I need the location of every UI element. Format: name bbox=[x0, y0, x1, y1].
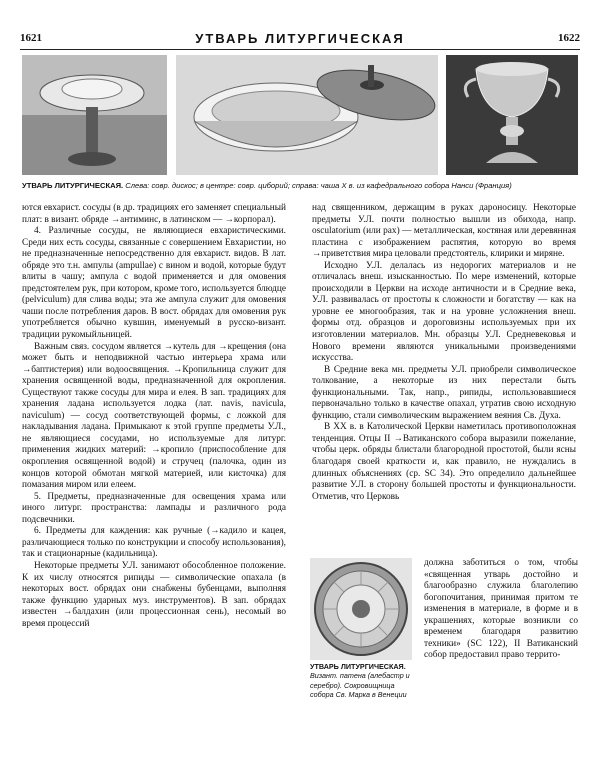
paragraph: ются евхарист. сосуды (в др. традициях его заменяет специальный плат: в визант. обряде →антиминс, в латинском — →корпорал). bbox=[22, 203, 286, 225]
paragraph: Исходно У.Л. делалась из недорогих материалов и не отличалась внеш. изысканностью. По мере изменений, которые происходили в Церкви на исходе античности и в Средние века, У.Л. развивалась от простоты к сложности и богатству — как на уровне ее многообразия, так и на уровне усложнения внеш. формы отд. образцов и дороговизны используемых при их изготовлении материалов. Мн. образцы У.Л. Средневековья и Нового времени являются уникальными произведениями искусства. bbox=[312, 260, 576, 364]
paragraph: 5. Предметы, предназначенные для освещения храма или иного литург. пространства: лампады и различного рода подсвечники. bbox=[22, 491, 286, 525]
paragraph: Важным связ. сосудом является →кутель для →крещения (она может быть и неподвижной частью интерьера храма или →баптистерия) или водоосвящения. →Кропильница служит для хранения освященной воды, предназначенной для окропления. Существуют также сосуды для мира и елея. В зап. традициях для хранения ладана используется лодка (лат. navis, navicula, naviculum) — сосуд соответствующей формы, с ложкой для накладывания ладана. Примыкают к этой группе предметы У.Л., не являющиеся сосудами, но используемые для литург. применения жидких материй: →кропило (приспособление для окропления освященной водой) и стручец (палочка, один из концов которой обмотан мягкой материей, или кисточка) для помазания миром или елеем. bbox=[22, 341, 286, 491]
paragraph: над священником, держащим в руках дароносицу. Некоторые предметы У.Л. почти полностью вышли из обихода, напр. osculatorium (или pax) — металлическая, костяная или деревянная пластина с изображением распятия, которую во время →приветствия мира целовали предстоятель, клирики и миряне. bbox=[312, 203, 576, 260]
paragraph: 6. Предметы для каждения: как ручные (→кадило и кацея, различающиеся только по конструкции и способу использования), так и стационарные (кадильница). bbox=[22, 526, 286, 560]
photo-paten bbox=[310, 558, 412, 660]
wrapped-text bbox=[424, 558, 578, 662]
paragraph: Некоторые предметы У.Л. занимают обособленное положение. К их числу относятся рипиды — символические опахала (в некоторых вост. обрядах они снабжены бубенцами, выполняя также функцию ударных муз. инструментов). В зап. обрядах известен →балдахин (или процессионная сень), несомый во время процессий bbox=[22, 560, 286, 629]
paragraph: 4. Различные сосуды, не являющиеся евхаристическими. Среди них есть сосуды, связанные с совершением Евхаристии, но не предназначенные непосредственно для евхарист. видов. В лат. обряде это т.н. ампулы (ampullae) с вином и водой, которые будут влиты в чашу; ампула с водой применяется и для омовения предстоятелем рук, при котором, кроме того, используется блюдце (pelviculum) для слива воды; эта же ампула служит для омовения чаши после потребления даров. В вост. обрядах для омовения рук употребляется обычно кувшин, именуемый в русско-визант. традиции рукомыйльницей. bbox=[22, 226, 286, 341]
photo-ciborium bbox=[176, 55, 438, 175]
figure-caption bbox=[22, 181, 578, 191]
left-column bbox=[22, 203, 286, 630]
right-column bbox=[312, 203, 576, 503]
page-number-left: 1621 bbox=[20, 32, 42, 44]
inset-caption-text: Визант. патена (алебастр и серебро). Сокровищница собора Св. Марка в Венеции bbox=[310, 671, 410, 699]
figure-caption-label: УТВАРЬ ЛИТУРГИЧЕСКАЯ. bbox=[22, 181, 124, 190]
paragraph: В XX в. в Католической Церкви наметилась противоположная тенденция. Отцы II →Ватиканского собора выразили пожелание, чтобы церк. обряды блистали благородной простотой, были ясны благодаря своей краткости и, как правило, не нуждались в длинных объяснениях (ср. SC 34). Это определило дальнейшее развитие У.Л. в сторону большей простоты и функциональности. Отметив, что Церковь bbox=[312, 422, 576, 502]
photo-chalice bbox=[446, 55, 578, 175]
paragraph: В Средние века мн. предметы У.Л. приобрели символическое толкование, а некоторые из них перестали быть функциональными. Так, напр., рипиды, использовавшиеся первоначально только в качестве опахал, утратив свою исходную функцию, стали символическим выражением веяния Св. Духа. bbox=[312, 364, 576, 421]
inset-caption bbox=[310, 662, 420, 699]
figure-caption-text: Слева: совр. дискос; в центре: совр. циборий; справа: чаша X в. из кафедрального собора Нанси (Франция) bbox=[123, 181, 512, 190]
paragraph: должна заботиться о том, чтобы «священная утварь достойно и благообразно служила благолепию богопочитания, принимая притом те изменения в материале, в форме и в украшениях, которые возникли со временем благодаря развитию техники» (SC 122), II Ватиканский собор предоставил право террито- bbox=[424, 558, 578, 661]
page-header bbox=[20, 32, 580, 48]
page-number-right: 1622 bbox=[558, 32, 580, 44]
header-rule bbox=[20, 49, 580, 50]
photo-diskos bbox=[22, 55, 167, 175]
inset-caption-label: УТВАРЬ ЛИТУРГИЧЕСКАЯ. bbox=[310, 662, 406, 671]
running-title: УТВАРЬ ЛИТУРГИЧЕСКАЯ bbox=[195, 31, 405, 46]
